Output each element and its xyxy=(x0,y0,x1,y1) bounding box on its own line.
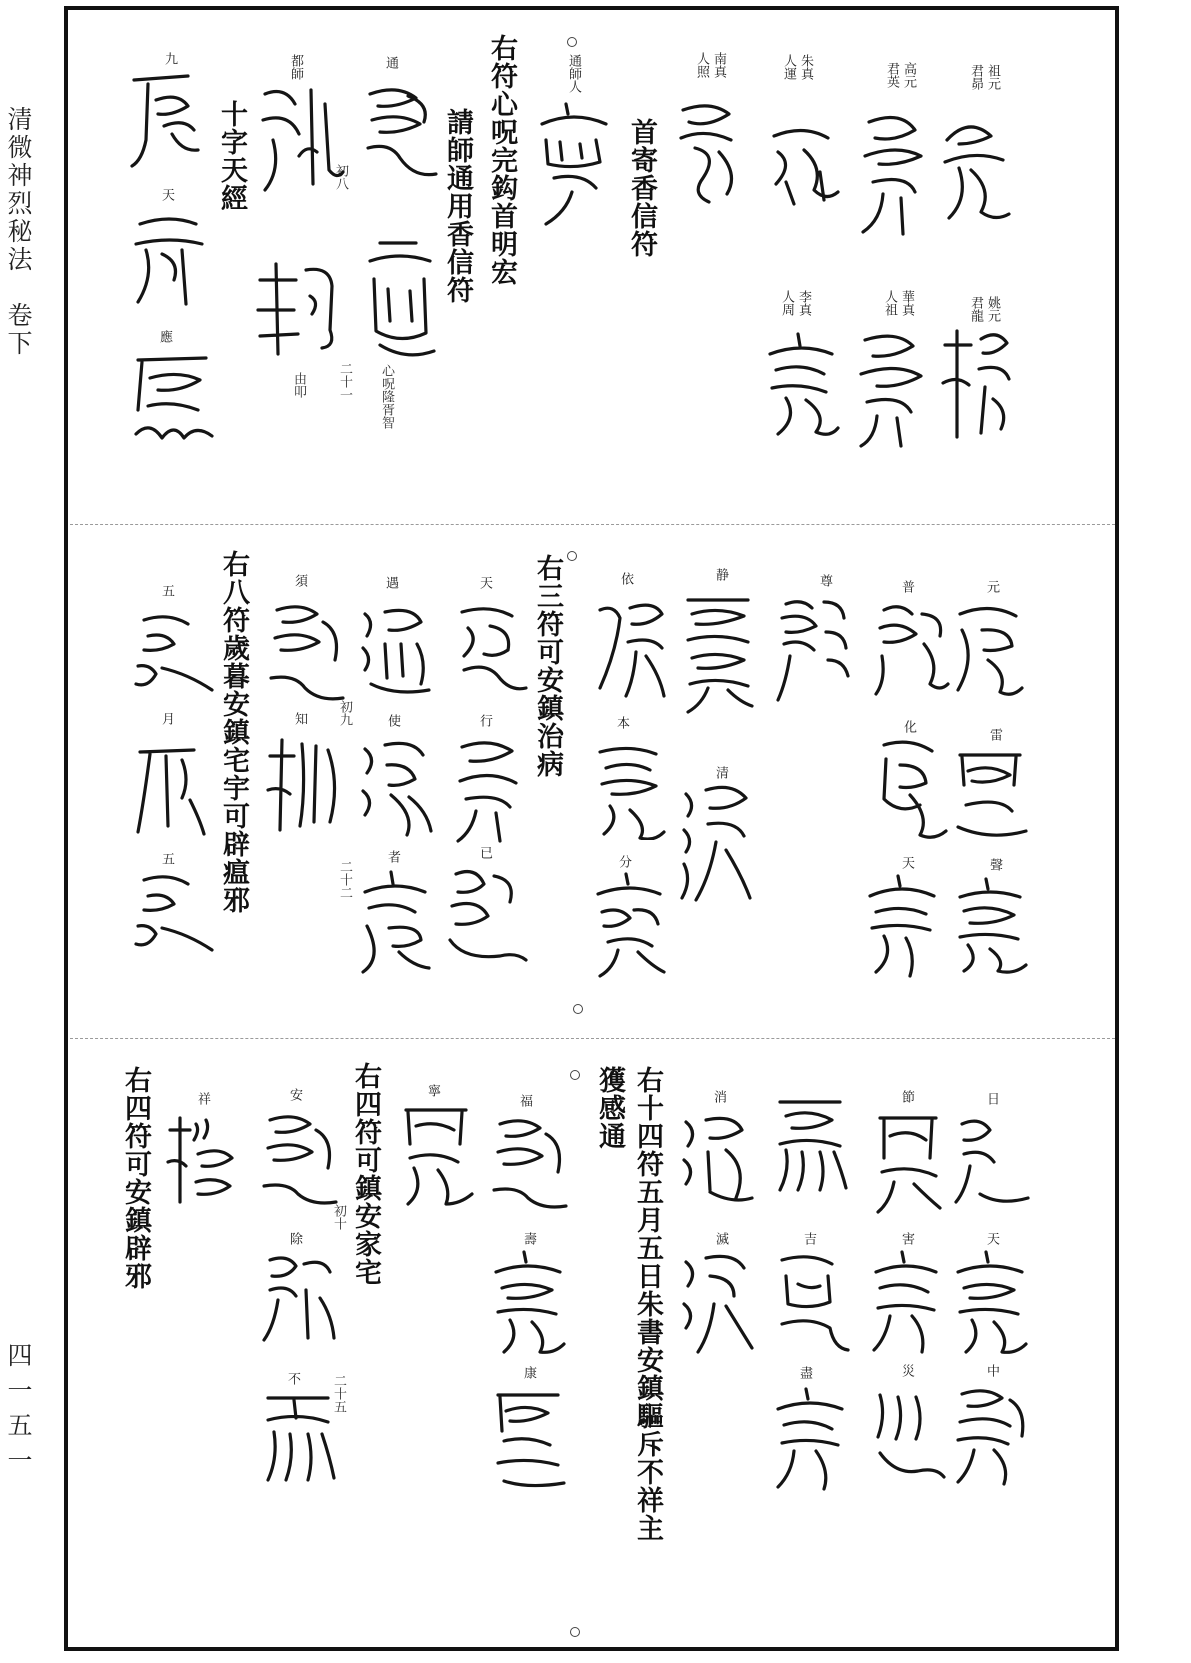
caption-shou-ji: 首寄香信符 xyxy=(626,118,657,258)
talisman-glyph xyxy=(676,1248,756,1358)
label-tian-2: 天 xyxy=(899,856,914,869)
note-21: 二十一 xyxy=(337,362,352,401)
label-fen: 分 xyxy=(616,855,631,868)
talisman-glyph xyxy=(536,100,616,230)
talisman-glyph xyxy=(440,862,530,972)
label-yao-yuan: 姚元 xyxy=(985,296,1000,322)
label-zhi: 知 xyxy=(292,712,307,725)
label-ying: 應 xyxy=(157,330,172,343)
talisman-glyph xyxy=(488,1248,568,1358)
talisman-glyph xyxy=(935,325,1015,445)
talisman-glyph xyxy=(260,730,340,840)
talisman-glyph xyxy=(950,875,1030,975)
talisman-glyph xyxy=(870,735,950,845)
label-sheng: 聲 xyxy=(987,858,1002,871)
panel-divider-bottom xyxy=(70,1038,1115,1039)
label-tong: 通 xyxy=(383,56,398,69)
caption-an-zhen-bi-xie: 右四符可安鎮辟邪 xyxy=(120,1066,151,1290)
label-du-shi: 都師 xyxy=(288,54,303,80)
label-shou: 壽 xyxy=(521,1232,536,1245)
label-nan-zhen: 南真 xyxy=(711,52,726,78)
talisman-glyph xyxy=(866,1248,946,1358)
page-number: 四一五一 xyxy=(4,1342,33,1482)
label-qing: 清 xyxy=(713,766,728,779)
label-ning: 寧 xyxy=(425,1084,440,1097)
talisman-glyph xyxy=(450,600,530,700)
talisman-glyph xyxy=(935,110,1015,230)
caption-an-zhen-zhi-bing: 右三符可安鎮治病 xyxy=(532,554,563,778)
talisman-glyph xyxy=(396,1100,476,1210)
panel-divider-top xyxy=(70,524,1115,525)
talisman-glyph xyxy=(128,70,208,170)
label-gao-yuan: 高元 xyxy=(901,62,916,88)
note-chu-shi: 初十 xyxy=(331,1204,346,1230)
label-xing: 行 xyxy=(477,714,492,727)
label-pu: 普 xyxy=(899,580,914,593)
talisman-glyph xyxy=(360,235,440,365)
talisman-glyph xyxy=(870,600,950,700)
talisman-glyph xyxy=(853,328,933,448)
talisman-glyph xyxy=(450,735,530,845)
note-chu-ba: 初八 xyxy=(333,164,348,190)
label-kang: 康 xyxy=(521,1366,536,1379)
talisman-glyph xyxy=(770,1090,850,1200)
circle-marker xyxy=(570,1627,580,1637)
label-xiao: 消 xyxy=(711,1090,726,1103)
note-chu-jiu: 初九 xyxy=(337,700,352,726)
label-yu: 遇 xyxy=(383,576,398,589)
label-xu: 須 xyxy=(292,574,307,587)
talisman-glyph xyxy=(258,1108,338,1208)
talisman-glyph xyxy=(950,600,1030,700)
label-shi: 使 xyxy=(385,714,400,727)
label-jin: 盡 xyxy=(797,1366,812,1379)
talisman-glyph xyxy=(862,872,942,982)
talisman-glyph xyxy=(355,868,435,978)
label-an: 安 xyxy=(287,1088,302,1101)
talisman-glyph xyxy=(950,1248,1030,1358)
label-xiang: 祥 xyxy=(195,1092,210,1105)
talisman-glyph xyxy=(590,870,670,980)
caption-summary: 右符心呪完鈎首明宏 xyxy=(486,34,517,286)
talisman-glyph xyxy=(250,250,340,370)
book-title: 清微神烈秘法 卷下 xyxy=(4,106,33,358)
talisman-glyph xyxy=(770,1385,850,1495)
talisman-glyph xyxy=(676,1108,756,1208)
label-zhu-zhen: 朱真 xyxy=(798,54,813,80)
caption-jing: 十字天經 xyxy=(216,100,247,212)
label-ren-yun: 人運 xyxy=(781,54,796,80)
label-ren-zhou: 人周 xyxy=(779,290,794,316)
label-jing: 静 xyxy=(713,568,728,581)
label-tian-3: 天 xyxy=(477,576,492,589)
talisman-glyph xyxy=(855,108,935,238)
talisman-glyph xyxy=(160,1110,240,1210)
talisman-glyph xyxy=(130,210,210,310)
talisman-glyph xyxy=(950,745,1030,845)
talisman-glyph xyxy=(255,80,348,200)
talisman-glyph xyxy=(950,1110,1030,1210)
label-ren-zhao: 人照 xyxy=(694,52,709,78)
label-zun: 尊 xyxy=(817,574,832,587)
label-lei: 雷 xyxy=(987,728,1002,741)
label-hua-zhen: 華真 xyxy=(899,290,914,316)
label-yi: 依 xyxy=(618,572,633,585)
label-zhe: 者 xyxy=(385,850,400,863)
label-mie: 滅 xyxy=(713,1232,728,1245)
talisman-glyph xyxy=(764,120,844,210)
label-yue: 月 xyxy=(159,712,174,725)
note-xin-zhou: 心呪隆胥智 xyxy=(379,364,394,429)
label-tian: 天 xyxy=(159,188,174,201)
label-zai: 災 xyxy=(899,1364,914,1377)
label-fu: 福 xyxy=(517,1094,532,1107)
talisman-glyph xyxy=(265,598,345,708)
talisman-glyph xyxy=(676,780,756,910)
talisman-glyph xyxy=(590,596,670,706)
circle-marker xyxy=(567,551,577,561)
label-ri: 日 xyxy=(984,1092,999,1105)
label-tong-shi-ren: 通師人 xyxy=(566,54,581,93)
label-jun-ying: 君英 xyxy=(884,62,899,88)
talisman-glyph xyxy=(488,1112,568,1212)
talisman-glyph xyxy=(360,82,440,192)
talisman-glyph xyxy=(762,330,842,440)
caption-zhen-an-jia-zhai: 右四符可鎮安家宅 xyxy=(350,1062,381,1286)
label-zu-yuan: 祖元 xyxy=(985,64,1000,90)
label-wu-2: 五 xyxy=(159,852,174,865)
caption-sui-mu: 右八符歲暮安鎮宅宇可辟瘟邪 xyxy=(218,550,249,914)
talisman-glyph xyxy=(590,740,670,840)
talisman-glyph xyxy=(866,1385,946,1485)
talisman-glyph xyxy=(770,1248,850,1358)
talisman-glyph xyxy=(128,870,218,960)
talisman-glyph xyxy=(355,600,435,700)
label-jiu: 九 xyxy=(162,52,177,65)
label-hai: 害 xyxy=(899,1232,914,1245)
talisman-glyph xyxy=(678,588,758,718)
talisman-glyph xyxy=(258,1388,338,1488)
talisman-glyph xyxy=(128,350,218,450)
label-chu: 除 xyxy=(287,1232,302,1245)
talisman-glyph xyxy=(258,1250,338,1350)
label-ji: 吉 xyxy=(801,1232,816,1245)
talisman-glyph xyxy=(870,1108,950,1218)
talisman-glyph xyxy=(675,98,745,208)
talisman-glyph xyxy=(772,596,852,716)
label-zhong: 中 xyxy=(984,1364,999,1377)
label-jun-ang: 君昴 xyxy=(968,64,983,90)
talisman-glyph xyxy=(950,1380,1030,1490)
talisman-glyph xyxy=(130,740,210,840)
label-yuan: 元 xyxy=(984,580,999,593)
circle-marker xyxy=(570,1070,580,1080)
caption-huo-gan-tong: 獲感通 xyxy=(594,1066,625,1150)
caption-general: 請師通用香信符 xyxy=(442,108,473,304)
circle-marker xyxy=(567,37,577,47)
label-yi-2: 已 xyxy=(477,846,492,859)
label-ren-zu: 人祖 xyxy=(882,290,897,316)
talisman-glyph xyxy=(355,735,435,845)
label-tian-4: 天 xyxy=(984,1232,999,1245)
talisman-glyph xyxy=(488,1385,568,1495)
label-hua: 化 xyxy=(901,720,916,733)
note-25: 二十五 xyxy=(331,1374,346,1413)
label-li-zhen: 李真 xyxy=(796,290,811,316)
label-ben: 本 xyxy=(614,716,629,729)
label-wu: 五 xyxy=(159,584,174,597)
note-22: 二十二 xyxy=(337,860,352,899)
note-you-kou: 由叩 xyxy=(291,372,306,398)
label-bu: 不 xyxy=(285,1372,300,1385)
label-jie: 節 xyxy=(899,1090,914,1103)
circle-marker xyxy=(573,1004,583,1014)
caption-wu-yue: 右十四符五月五日朱書安鎮驅斥不祥主 xyxy=(632,1066,663,1542)
label-jun-long: 君龍 xyxy=(968,296,983,322)
talisman-glyph xyxy=(128,610,218,700)
